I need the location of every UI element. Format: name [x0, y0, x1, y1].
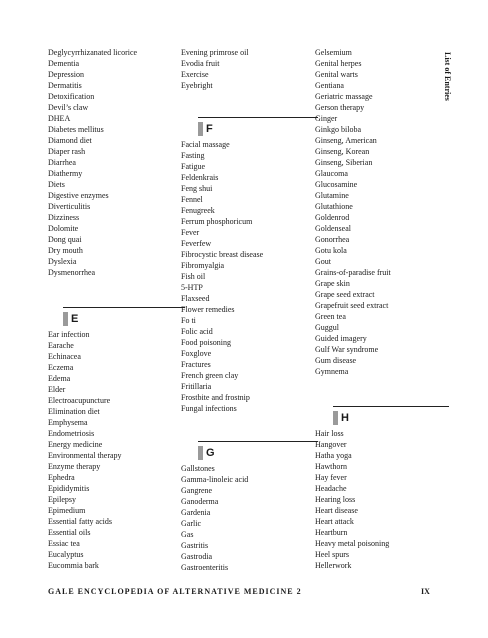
list-item: Glaucoma: [315, 169, 348, 178]
list-item: Gastroenteritis: [181, 563, 229, 572]
list-item: Gardenia: [181, 508, 211, 517]
section-letter: E: [71, 313, 79, 325]
section-marker-bar: [63, 312, 68, 326]
list-item: Diets: [48, 180, 65, 189]
list-item: Elimination diet: [48, 407, 100, 416]
list-item: Earache: [48, 341, 74, 350]
list-item: Flaxseed: [181, 294, 210, 303]
list-item: Facial massage: [181, 140, 230, 149]
list-item: Diarrhea: [48, 158, 76, 167]
list-item: Evening primrose oil: [181, 48, 249, 57]
list-item: Gulf War syndrome: [315, 345, 379, 354]
list-item: Grains-of-paradise fruit: [315, 268, 391, 277]
list-item: Epilepsy: [48, 495, 76, 504]
list-item: Geriatric massage: [315, 92, 373, 101]
list-item: Heartburn: [315, 528, 348, 537]
list-item: Echinacea: [48, 352, 81, 361]
list-item: Fish oil: [181, 272, 206, 281]
list-item: Gastrodia: [181, 552, 213, 561]
list-item: Essential oils: [48, 528, 91, 537]
list-item: Heavy metal poisoning: [315, 539, 390, 548]
list-item: Elder: [48, 385, 66, 394]
list-item: Endometriosis: [48, 429, 95, 438]
list-item: Ginkgo biloba: [315, 125, 361, 134]
section-divider: [198, 441, 318, 442]
section-heading: [198, 122, 213, 136]
list-item: Detoxification: [48, 92, 95, 101]
list-item: Dermatitis: [48, 81, 82, 90]
list-item: Gum disease: [315, 356, 357, 365]
section-marker-bar: [333, 411, 338, 425]
section-marker-bar: [198, 446, 203, 460]
list-item: Emphysema: [48, 418, 88, 427]
list-item: Gymnema: [315, 367, 349, 376]
list-item: Essiac tea: [48, 539, 80, 548]
list-item: Dolomite: [48, 224, 79, 233]
list-item: Exercise: [181, 70, 209, 79]
list-item: Glutathione: [315, 202, 353, 211]
list-item: Heart attack: [315, 517, 354, 526]
list-item: Environmental therapy: [48, 451, 122, 460]
list-item: Dysmenorrhea: [48, 268, 96, 277]
list-item: Ginseng, American: [315, 136, 377, 145]
list-item: Electroacupuncture: [48, 396, 111, 405]
list-item: Diabetes mellitus: [48, 125, 104, 134]
list-item: Diathermy: [48, 169, 83, 178]
list-item: Dizziness: [48, 213, 80, 222]
list-item: Hawthorn: [315, 462, 347, 471]
list-item: Ganoderma: [181, 497, 219, 506]
list-item: Gout: [315, 257, 331, 266]
list-item: DHEA: [48, 114, 71, 123]
list-item: Eucommia bark: [48, 561, 99, 570]
list-item: Diaper rash: [48, 147, 86, 156]
list-item: 5-HTP: [181, 283, 203, 292]
list-item: Gotu kola: [315, 246, 347, 255]
list-item: Hay fever: [315, 473, 347, 482]
list-item: Fennel: [181, 195, 203, 204]
list-item: Feldenkrais: [181, 173, 219, 182]
list-item: Hangover: [315, 440, 347, 449]
list-item: Essential fatty acids: [48, 517, 112, 526]
section-divider: [333, 406, 449, 407]
list-item: Feverfew: [181, 239, 212, 248]
list-item: Hellerwork: [315, 561, 352, 570]
list-item: Hatha yoga: [315, 451, 352, 460]
list-item: Ginseng, Korean: [315, 147, 370, 156]
list-item: Fenugreek: [181, 206, 215, 215]
list-item: Frostbite and frostnip: [181, 393, 250, 402]
list-item: Ginseng, Siberian: [315, 158, 373, 167]
list-item: Fever: [181, 228, 200, 237]
list-item: Glucosamine: [315, 180, 358, 189]
section-divider: [63, 307, 185, 308]
list-item: Epididymitis: [48, 484, 90, 493]
list-item: Gentiana: [315, 81, 344, 90]
list-item: Energy medicine: [48, 440, 103, 449]
page-number: IX: [421, 587, 430, 596]
list-item: Gonorrhea: [315, 235, 350, 244]
section-heading: [63, 312, 78, 326]
list-item: Guggul: [315, 323, 339, 332]
list-item: Headache: [315, 484, 347, 493]
list-item: Fasting: [181, 151, 205, 160]
list-item: Fritillaria: [181, 382, 212, 391]
section-letter: H: [341, 412, 349, 424]
list-item: Ear infection: [48, 330, 90, 339]
list-item: Ferrum phosphoricum: [181, 217, 253, 226]
section-letter: F: [206, 123, 213, 135]
list-item: Garlic: [181, 519, 201, 528]
list-item: Eczema: [48, 363, 74, 372]
list-item: Gastritis: [181, 541, 209, 550]
section-heading: [198, 446, 215, 460]
list-item: Devil’s claw: [48, 103, 89, 112]
list-item: Diamond diet: [48, 136, 92, 145]
section-divider: [198, 117, 318, 118]
list-item: Genital warts: [315, 70, 358, 79]
list-item: Eucalyptus: [48, 550, 84, 559]
list-item: French green clay: [181, 371, 239, 380]
footer-title: GALE ENCYCLOPEDIA OF ALTERNATIVE MEDICINE 2: [48, 587, 302, 596]
list-item: Dyslexia: [48, 257, 77, 266]
list-item: Fractures: [181, 360, 211, 369]
list-item: Evodia fruit: [181, 59, 220, 68]
list-item: Fungal infections: [181, 404, 237, 413]
side-tab-label: List of Entries: [443, 52, 452, 101]
section-letter: G: [206, 447, 215, 459]
list-item: Grapefruit seed extract: [315, 301, 389, 310]
list-item: Diverticulitis: [48, 202, 91, 211]
list-item: Feng shui: [181, 184, 213, 193]
list-item: Hair loss: [315, 429, 344, 438]
list-item: Food poisoning: [181, 338, 232, 347]
list-item: Edema: [48, 374, 71, 383]
list-item: Folic acid: [181, 327, 213, 336]
list-item: Dry mouth: [48, 246, 83, 255]
list-item: Gas: [181, 530, 194, 539]
list-item: Genital herpes: [315, 59, 362, 68]
list-item: Fatigue: [181, 162, 205, 171]
list-item: Heel spurs: [315, 550, 349, 559]
list-item: Fibrocystic breast disease: [181, 250, 264, 259]
list-item: Gelsemium: [315, 48, 352, 57]
list-item: Digestive enzymes: [48, 191, 109, 200]
list-item: Heart disease: [315, 506, 358, 515]
list-item: Glutamine: [315, 191, 349, 200]
list-item: Grape skin: [315, 279, 350, 288]
list-item: Foxglove: [181, 349, 212, 358]
list-item: Dong quai: [48, 235, 82, 244]
list-item: Hearing loss: [315, 495, 356, 504]
list-item: Gamma-linoleic acid: [181, 475, 249, 484]
list-item: Guided imagery: [315, 334, 367, 343]
list-item: Gallstones: [181, 464, 215, 473]
list-item: Dementia: [48, 59, 80, 68]
list-item: Fibromyalgia: [181, 261, 225, 270]
list-item: Gerson therapy: [315, 103, 365, 112]
list-item: Flower remedies: [181, 305, 235, 314]
list-item: Ginger: [315, 114, 338, 123]
list-item: Green tea: [315, 312, 346, 321]
list-item: Deglycyrrhizanated licorice: [48, 48, 138, 57]
list-item: Gangrene: [181, 486, 213, 495]
list-item: Epimedium: [48, 506, 86, 515]
list-item: Fo ti: [181, 316, 196, 325]
list-item: Depression: [48, 70, 84, 79]
list-item: Grape seed extract: [315, 290, 375, 299]
list-item: Enzyme therapy: [48, 462, 101, 471]
list-item: Ephedra: [48, 473, 75, 482]
list-item: Goldenseal: [315, 224, 351, 233]
section-marker-bar: [198, 122, 203, 136]
list-item: Goldenrod: [315, 213, 350, 222]
list-item: Eyebright: [181, 81, 213, 90]
section-heading: [333, 411, 349, 425]
